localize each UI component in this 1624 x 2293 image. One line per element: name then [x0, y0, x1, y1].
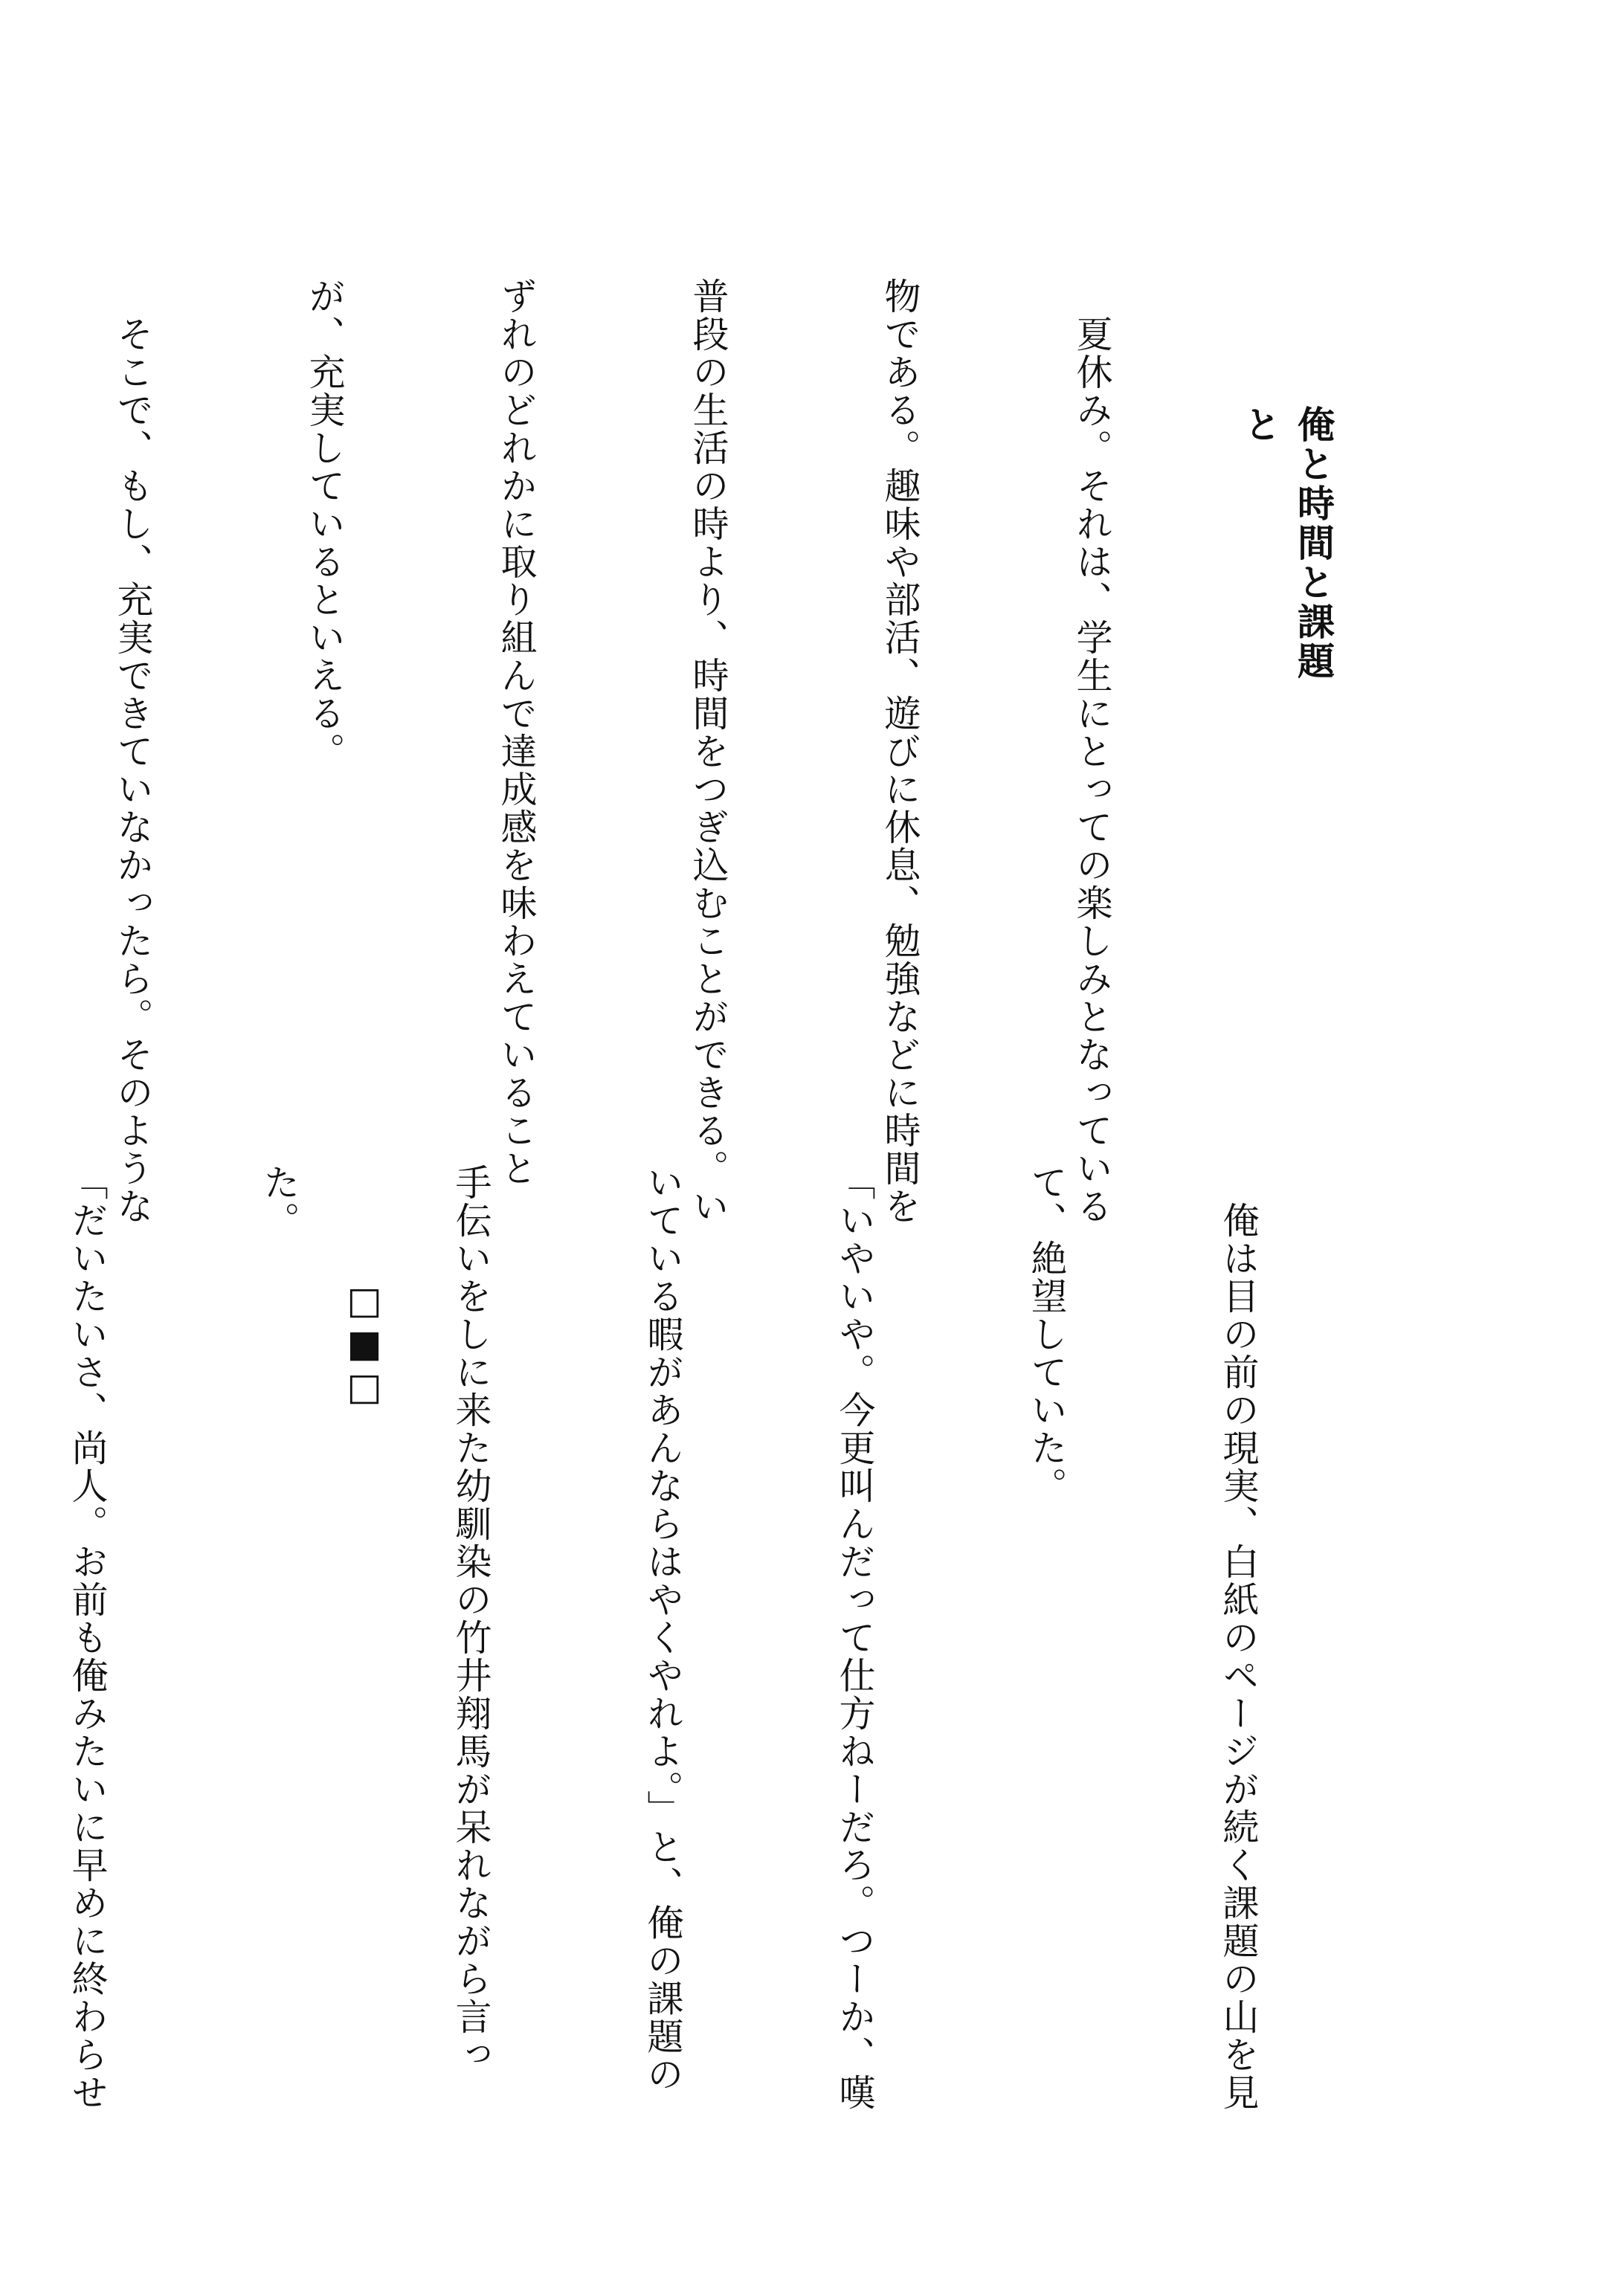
text-line: 手伝いをしに来た幼馴染の竹井翔馬が呆れながら言っ	[450, 1164, 492, 2074]
text-line: 「だいたいさ、尚人。お前も俺みたいに早めに終わらせ	[66, 1164, 109, 2112]
lower-text-block	[66, 1164, 1398, 2112]
text-line: 普段の生活の時より、時間をつぎ込むことができる。い	[687, 277, 729, 1225]
text-line: そこで、もし、充実できていなかったら。そのような	[112, 277, 154, 1225]
text-line: 夏休み。それは、学生にとっての楽しみとなっている	[1071, 277, 1113, 1225]
text-line: いている暇があんならはやくやれよ。」と、俺の課題の	[642, 1164, 684, 2094]
text-line: た。	[258, 1164, 300, 1239]
chapter-title: 俺と時間と課題と	[1238, 405, 1335, 681]
text-line: 物である。趣味や部活、遊びに休息、勉強などに時間を	[879, 277, 921, 1225]
text-line: て、絶望していた。	[1025, 1164, 1068, 1505]
text-line: 「いやいや。今更叫んだって仕方ねーだろ。つーか、嘆	[834, 1164, 876, 2112]
upper-text-block	[112, 277, 1251, 1225]
scene-separator: □■□	[343, 1279, 386, 1408]
text-line: が、充実しているといえる。	[303, 277, 346, 770]
text-line: ずれのどれかに取り組んで達成感を味わえていること	[495, 277, 538, 1187]
text-line: 俺は目の前の現実、白紙のページが続く課題の山を見	[1217, 1164, 1260, 2112]
